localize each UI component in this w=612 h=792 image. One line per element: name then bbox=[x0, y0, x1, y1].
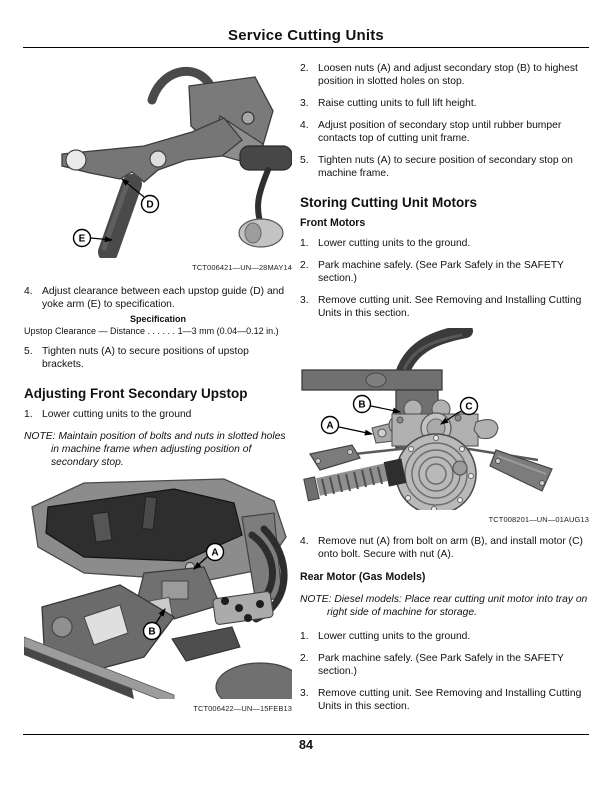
svg-text:A: A bbox=[326, 420, 334, 432]
callout-b-marker bbox=[354, 396, 401, 413]
section-heading-adjusting-front-secondary-upstop: Adjusting Front Secondary Upstop bbox=[24, 386, 248, 401]
step-number: 4. bbox=[300, 536, 309, 547]
pivot-left bbox=[66, 150, 86, 170]
section-heading-storing-cutting-unit-motors: Storing Cutting Unit Motors bbox=[300, 195, 477, 210]
page-title: Service Cutting Units bbox=[228, 27, 384, 44]
step-text: Remove nut (A) from bolt on arm (B), and install motor (C) onto bolt. Secure with nut (A). bbox=[318, 536, 583, 560]
step-text: Remove cutting unit. See Removing and Installing Cutting Units in this section. bbox=[318, 295, 582, 319]
step-item bbox=[300, 97, 589, 110]
figure-caption: TCT006422—UN—15FEB13 bbox=[193, 704, 292, 713]
step-number: 3. bbox=[300, 98, 309, 109]
step-text: Lower cutting units to the ground. bbox=[318, 238, 471, 249]
step-item bbox=[24, 408, 292, 421]
step-text: Lower cutting units to the ground. bbox=[318, 631, 471, 642]
step-number: 1. bbox=[300, 631, 309, 642]
step-text: Loosen nuts (A) and adjust secondary stop (B) to highest position in slotted holes on stop. bbox=[318, 63, 578, 87]
note-text: NOTE: Maintain position of bolts and nuts in slotted holes in machine frame when adjusting position of secondary stop. bbox=[24, 431, 286, 468]
step-number: 2. bbox=[300, 653, 309, 664]
callout-a-marker bbox=[322, 417, 373, 435]
figure-caption: TCT008201—UN—01AUG13 bbox=[488, 515, 589, 524]
figure-secondary-upstop bbox=[24, 477, 292, 713]
right-column bbox=[300, 56, 589, 713]
yoke-arm-tube bbox=[108, 184, 132, 252]
step-item bbox=[24, 285, 292, 311]
step-item bbox=[300, 652, 589, 678]
step-item bbox=[300, 294, 589, 320]
step-number: 3. bbox=[300, 688, 309, 699]
step-number: 2. bbox=[300, 260, 309, 271]
svg-text:B: B bbox=[148, 626, 156, 638]
step-text: Park machine safely. (See Park Safely in the SAFETY section.) bbox=[318, 653, 564, 677]
figure-caption: TCT006421—UN—28MAY14 bbox=[192, 263, 292, 272]
step-number: 4. bbox=[24, 286, 33, 297]
step-item bbox=[300, 687, 589, 713]
step-number: 2. bbox=[300, 63, 309, 74]
svg-text:E: E bbox=[78, 233, 86, 245]
spec-heading: Specification bbox=[129, 314, 186, 324]
hook bbox=[474, 420, 498, 439]
sub-heading-front-motors: Front Motors bbox=[300, 217, 366, 229]
step-number: 1. bbox=[300, 238, 309, 249]
step-number: 5. bbox=[300, 155, 309, 166]
figure-upstop-guide bbox=[24, 56, 292, 272]
motor-fan-housing bbox=[396, 434, 476, 510]
step-text: Tighten nuts (A) to secure positions of upstop brackets. bbox=[42, 346, 249, 370]
step-item bbox=[24, 345, 292, 371]
step-item bbox=[300, 630, 589, 643]
step-number: 3. bbox=[300, 295, 309, 306]
motor-storage-illustration bbox=[300, 328, 584, 510]
pivot-mid bbox=[150, 151, 166, 167]
sub-heading-rear-motor: Rear Motor (Gas Models) bbox=[300, 571, 426, 583]
yoke-arm-beam bbox=[62, 118, 242, 182]
svg-text:B: B bbox=[358, 399, 366, 411]
secondary-upstop-illustration bbox=[24, 477, 292, 699]
step-text: Adjust clearance between each upstop guide (D) and yoke arm (E) to specification. bbox=[42, 286, 285, 310]
step-item bbox=[300, 259, 589, 285]
step-number: 5. bbox=[24, 346, 33, 357]
header-rule bbox=[23, 47, 589, 48]
svg-text:D: D bbox=[146, 199, 154, 211]
frame-tube bbox=[240, 146, 292, 170]
upstop-guide-illustration bbox=[24, 56, 292, 258]
left-column bbox=[24, 56, 292, 713]
left-bracket bbox=[310, 445, 360, 470]
footer-rule bbox=[23, 734, 589, 735]
step-item bbox=[300, 62, 589, 88]
step-item bbox=[300, 154, 589, 180]
step-text: Adjust position of secondary stop until rubber bumper contacts top of cutting unit frame. bbox=[318, 120, 562, 144]
page-number: 84 bbox=[299, 738, 313, 752]
svg-text:C: C bbox=[465, 401, 473, 413]
svg-text:A: A bbox=[211, 547, 219, 559]
step-item bbox=[300, 119, 589, 145]
step-text: Remove cutting unit. See Removing and Installing Cutting Units in this section. bbox=[318, 688, 582, 712]
note-text: NOTE: Diesel models: Place rear cutting unit motor into tray on right side of machine for storage. bbox=[300, 594, 588, 618]
step-text: Lower cutting units to the ground bbox=[42, 409, 192, 420]
step-number: 1. bbox=[24, 409, 33, 420]
bolt-icon bbox=[242, 112, 254, 124]
step-text: Park machine safely. (See Park Safely in the SAFETY section.) bbox=[318, 260, 564, 284]
step-text: Raise cutting units to full lift height. bbox=[318, 98, 477, 109]
figure-motor-storage bbox=[300, 328, 589, 524]
step-item bbox=[300, 237, 589, 250]
step-number: 4. bbox=[300, 120, 309, 131]
spec-line: Upstop Clearance — Distance . . . . . . 1—3 mm (0.04—0.12 in.) bbox=[24, 326, 279, 336]
step-text: Tighten nuts (A) to secure position of secondary stop on machine frame. bbox=[318, 155, 573, 179]
bolt-icon bbox=[378, 429, 386, 437]
step-item bbox=[300, 535, 589, 561]
